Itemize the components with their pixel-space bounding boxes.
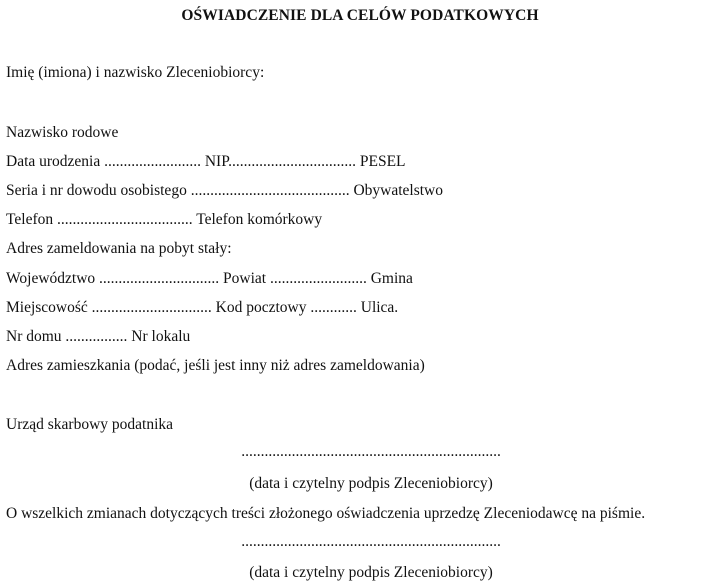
registered-address-heading: Adres zameldowania na pobyt stały:	[6, 240, 232, 257]
signature-caption-2: (data i czytelny podpis Zleceniobiorcy)	[249, 564, 493, 581]
tax-office-line: Urząd skarbowy podatnika	[6, 416, 174, 433]
signature-dots-1: ...................................................................	[241, 443, 501, 460]
house-flat-number-line: Nr domu ................ Nr lokalu	[6, 328, 191, 345]
family-name-line: Nazwisko rodowe	[6, 124, 119, 141]
id-card-citizenship-line: Seria i nr dowodu osobistego ......................................... Obywatelstwo	[6, 182, 443, 199]
signature-caption-1: (data i czytelny podpis Zleceniobiorcy)	[249, 475, 493, 492]
birth-nip-pesel-line: Data urodzenia ......................... NIP................................. PESEL	[6, 153, 406, 170]
full-name-line: Imię (imiona) i nazwisko Zleceniobiorcy:	[6, 64, 265, 81]
voivodeship-county-commune-line: Województwo ............................... Powiat ......................... Gmina	[6, 270, 413, 287]
residence-address-line: Adres zamieszkania (podać, jeśli jest inny niż adres zameldowania)	[6, 357, 425, 374]
phone-line: Telefon ................................... Telefon komórkowy	[6, 211, 323, 228]
change-notice-line: O wszelkich zmianach dotyczących treści złożonego oświadczenia uprzedzę Zleceniodawcę na piśmie.	[6, 505, 646, 522]
document-title: OŚWIADCZENIE DLA CELÓW PODATKOWYCH	[181, 7, 539, 24]
signature-dots-2: ...................................................................	[241, 533, 501, 550]
city-postcode-street-line: Miejscowość ............................... Kod pocztowy ............ Ulica.	[6, 299, 399, 316]
